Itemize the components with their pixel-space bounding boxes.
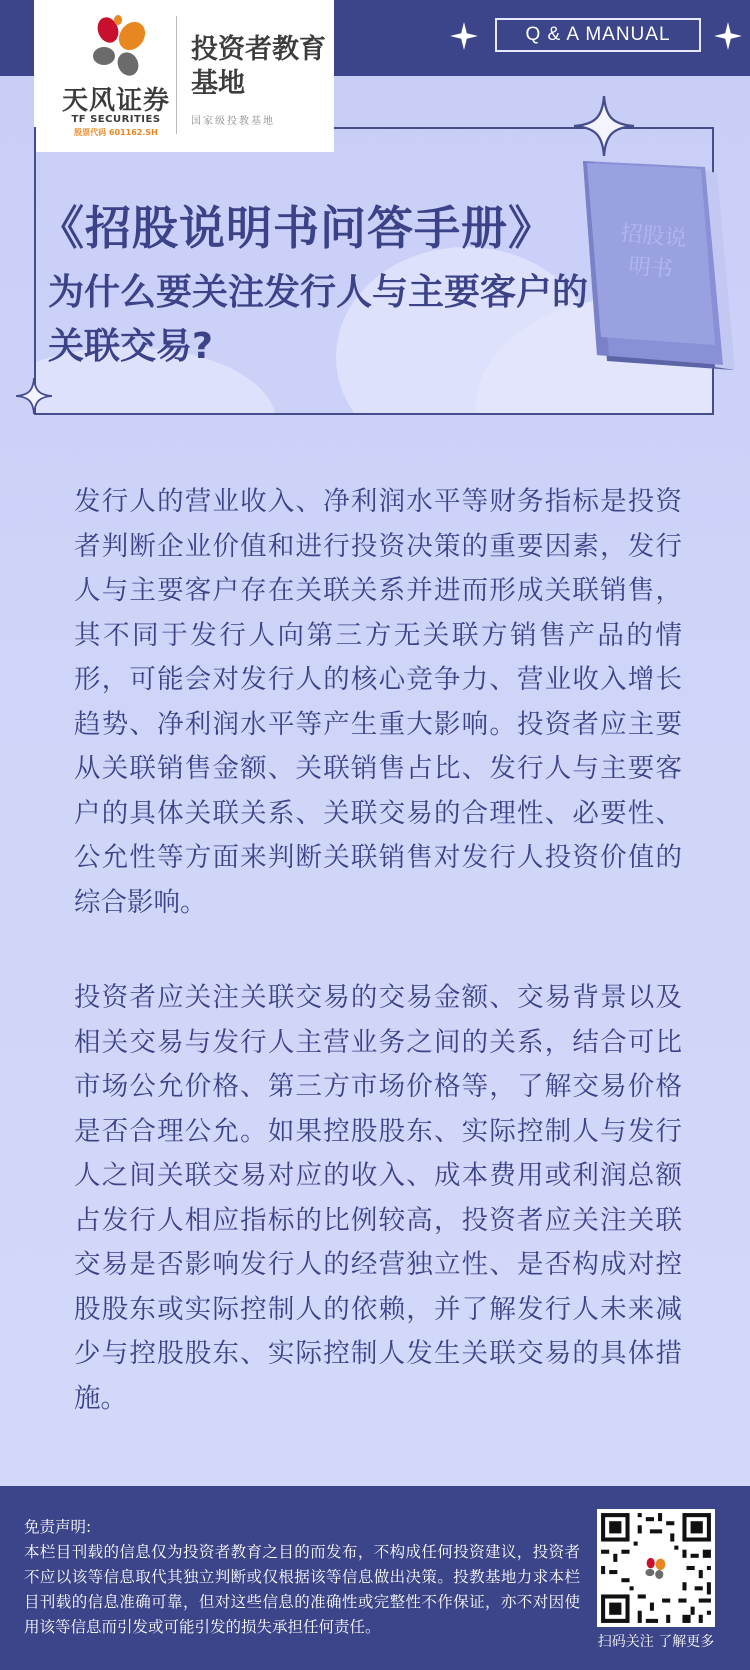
qr-code-pattern [597, 1509, 715, 1627]
stock-code: 股票代码 601162.SH [74, 128, 158, 137]
qr-caption: 扫码关注 了解更多 [597, 1634, 715, 1650]
body-paragraph-2: 投资者应关注关联交易的交易金额、交易背景以及相关交易与发行人主营业务之间的关系，结合可比市场公允价格、第三方市场价格等，了解交易价格是否合理公允。如果控股股东、实际控制人与发行人之间关联交易对应的收入、成本费用或利润总额占发行人相应指标的比例较高，投资者应关注关联交易是否影响发行人的经营独立性、是否构成对控股股东或实际控制人的依赖，并了解发行人未来减少与控股股东、实际控制人发生关联交易的具体措施。 [74, 982, 682, 1414]
brand-english-name: TF SECURITIES [71, 114, 161, 125]
sparkle-icon [714, 22, 742, 50]
base-subtitle: 国家级投教基地 [191, 116, 275, 127]
sparkle-icon [574, 96, 634, 156]
book-label: 招股说明书 [619, 221, 688, 283]
qr-code-icon[interactable] [597, 1509, 715, 1627]
page-subtitle: 为什么要关注发行人与主要客户的关联交易? [48, 272, 589, 367]
four-petal-flower-logo [84, 12, 154, 82]
disclaimer-title: 免责声明: [24, 1518, 92, 1536]
body-paragraph-1: 发行人的营业收入、净利润水平等财务指标是投资者判断企业价值和进行投资决策的重要因素，发行人与主要客户存在关联关系并进而形成关联销售，其不同于发行人向第三方无关联方销售产品的情形，可能会对发行人的核心竞争力、营业收入增长趋势、净利润水平等产生重大影响。投资者应主要从关联销售金额、关联销售占比、发行人与主要客户的具体关联关系、关联交易的合理性、必要性、公允性等方面来判断关联销售对发行人投资价值的综合影响。 [74, 486, 682, 918]
frame-top-border [334, 127, 714, 129]
logo-divider [176, 16, 177, 134]
page-title: 《招股说明书问答手册》 [38, 201, 555, 255]
base-title: 投资者教育基地 [191, 34, 326, 99]
brand-name: 天风证券 [61, 86, 170, 116]
manual-tag: Q & A MANUAL [495, 18, 701, 52]
sparkle-icon [16, 378, 52, 414]
sparkle-icon [450, 22, 478, 50]
disclaimer-text: 本栏目刊载的信息仅为投资者教育之目的而发布，不构成任何投资建议，投资者不应以该等信息取代其独立判断或仅根据该等信息做出决策。投教基地力求本栏目刊载的信息准确可靠，但对这些信息的准确性或完整性不作保证，亦不对因使用该等信息而引发或可能引发的损失承担任何责任。 [24, 1543, 580, 1636]
